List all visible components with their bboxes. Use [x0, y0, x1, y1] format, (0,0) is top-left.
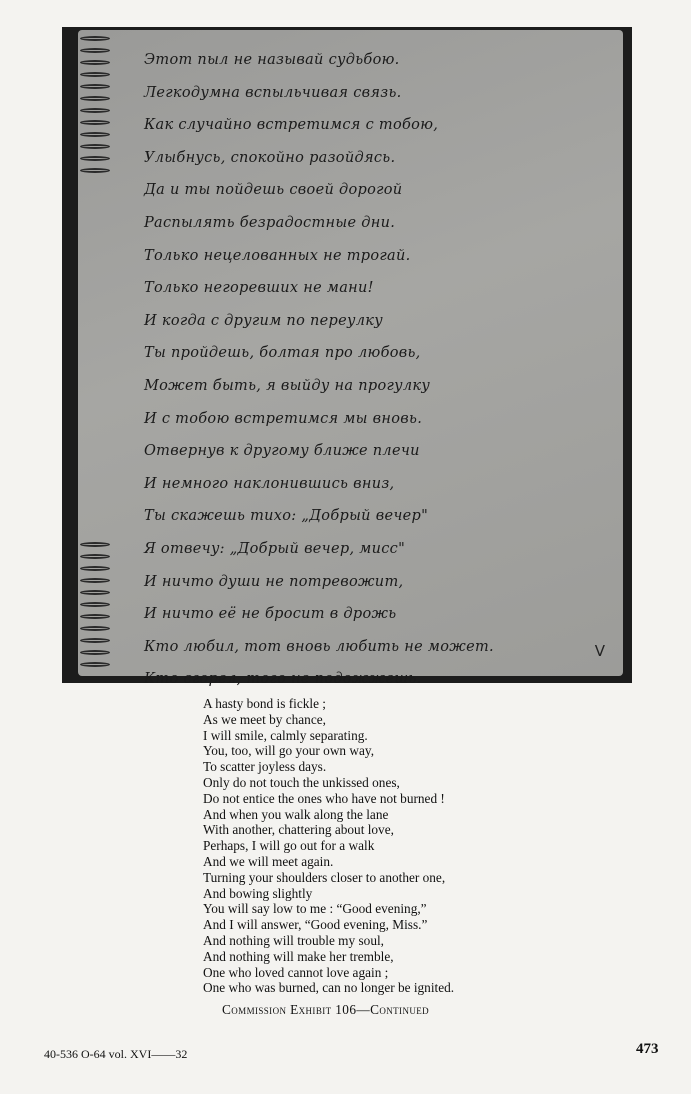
handwritten-line: Легкодумна вспыльчивая связь. — [144, 84, 402, 101]
handwritten-line: Кто любил, тот вновь любить не может. — [144, 638, 494, 655]
handwritten-line: Отвернув к другому ближе плечи — [144, 443, 420, 460]
translation-line: You will say low to me : “Good evening,” — [203, 901, 427, 917]
spiral-ring — [80, 168, 110, 173]
handwritten-line: Да и ты пойдешь своей дорогой — [144, 182, 403, 199]
spiral-binding-bottom — [78, 538, 118, 678]
spiral-ring — [80, 108, 110, 113]
spiral-ring — [80, 36, 110, 41]
translation-text — [203, 696, 454, 996]
spiral-ring — [80, 614, 110, 619]
handwritten-line: Кто сгорел, того не подожжешь. — [144, 671, 422, 688]
handwritten-line: Ты скажешь тихо: „Добрый вечер" — [144, 508, 429, 525]
spiral-ring — [80, 662, 110, 667]
translation-line: A hasty bond is fickle ; — [203, 696, 326, 711]
handwritten-line: И с тобою встретимся мы вновь. — [144, 410, 423, 427]
spiral-ring — [80, 60, 110, 65]
handwritten-line: И ничто её не бросит в дрожь — [144, 606, 397, 623]
print-code: 40-536 O-64 vol. XVI——32 — [44, 1047, 188, 1061]
handwritten-line: Этот пыл не называй судьбою. — [144, 52, 400, 68]
spiral-ring — [80, 554, 110, 559]
letter-photograph — [62, 27, 632, 688]
spiral-ring — [80, 156, 110, 161]
translation-line: And when you walk along the lane — [203, 806, 389, 822]
handwritten-line: Только негоревших не мани! — [144, 280, 374, 297]
spiral-ring — [80, 638, 110, 643]
translation-line: And nothing will make her tremble, — [203, 948, 394, 964]
translation-line: And I will answer, “Good evening, Miss.” — [203, 917, 428, 933]
spiral-ring — [80, 626, 110, 631]
translation-line: Do not entice the ones who have not burned ! — [203, 790, 445, 806]
translation-line: Only do not touch the unkissed ones, — [203, 774, 400, 790]
translation-line: As we meet by chance, — [203, 711, 326, 727]
translation-line: One who loved cannot love again ; — [203, 964, 389, 980]
handwritten-line: Может быть, я выйду на прогулку — [144, 377, 431, 394]
handwritten-line: Я отвечу: „Добрый вечер, мисс" — [144, 540, 406, 557]
translation-line: I will smile, calmly separating. — [203, 727, 368, 743]
spiral-ring — [80, 132, 110, 137]
spiral-ring — [80, 602, 110, 607]
handwritten-line: Ты пройдешь, болтая про любовь, — [144, 345, 421, 362]
spiral-ring — [80, 650, 110, 655]
page-number: 473 — [636, 1041, 659, 1057]
spiral-ring — [80, 144, 110, 149]
translation-line: And nothing will trouble my soul, — [203, 932, 384, 948]
translation-line: You, too, will go your own way, — [203, 743, 375, 759]
translation-line: And we will meet again. — [203, 853, 334, 869]
page-mark: V — [594, 642, 605, 660]
translation-line: One who was burned, can no longer be ignited. — [203, 980, 455, 996]
spiral-ring — [80, 542, 110, 547]
spiral-ring — [80, 96, 110, 101]
handwritten-poem — [144, 44, 594, 696]
handwritten-line: Улыбнусь, спокойно разойдясь. — [144, 149, 396, 166]
translation-line: Perhaps, I will go out for a walk — [203, 838, 375, 854]
handwritten-line: Только нецелованных не трогай. — [144, 247, 411, 264]
spiral-ring — [80, 84, 110, 89]
spiral-ring — [80, 72, 110, 77]
handwritten-line: И когда с другим по переулку — [144, 312, 383, 329]
handwritten-line: Распылять безрадостные дни. — [144, 214, 396, 231]
spiral-ring — [80, 578, 110, 583]
spiral-ring — [80, 120, 110, 125]
notebook-page — [78, 30, 623, 688]
handwritten-line: Как случайно встретимся с тобою, — [144, 117, 439, 134]
handwritten-line: И немного наклонившись вниз, — [144, 475, 395, 492]
translation-line: To scatter joyless days. — [203, 759, 327, 775]
translation-line: And bowing slightly — [203, 885, 313, 901]
translation-line: Turning your shoulders closer to another one, — [203, 869, 446, 885]
spiral-binding-top — [78, 32, 118, 182]
exhibit-caption: Commission Exhibit 106—Continued — [222, 1002, 430, 1017]
translation-line: With another, chattering about love, — [203, 822, 394, 838]
spiral-ring — [80, 566, 110, 571]
handwritten-line: И ничто души не потревожит, — [144, 573, 404, 590]
spiral-ring — [80, 48, 110, 53]
spiral-ring — [80, 590, 110, 595]
